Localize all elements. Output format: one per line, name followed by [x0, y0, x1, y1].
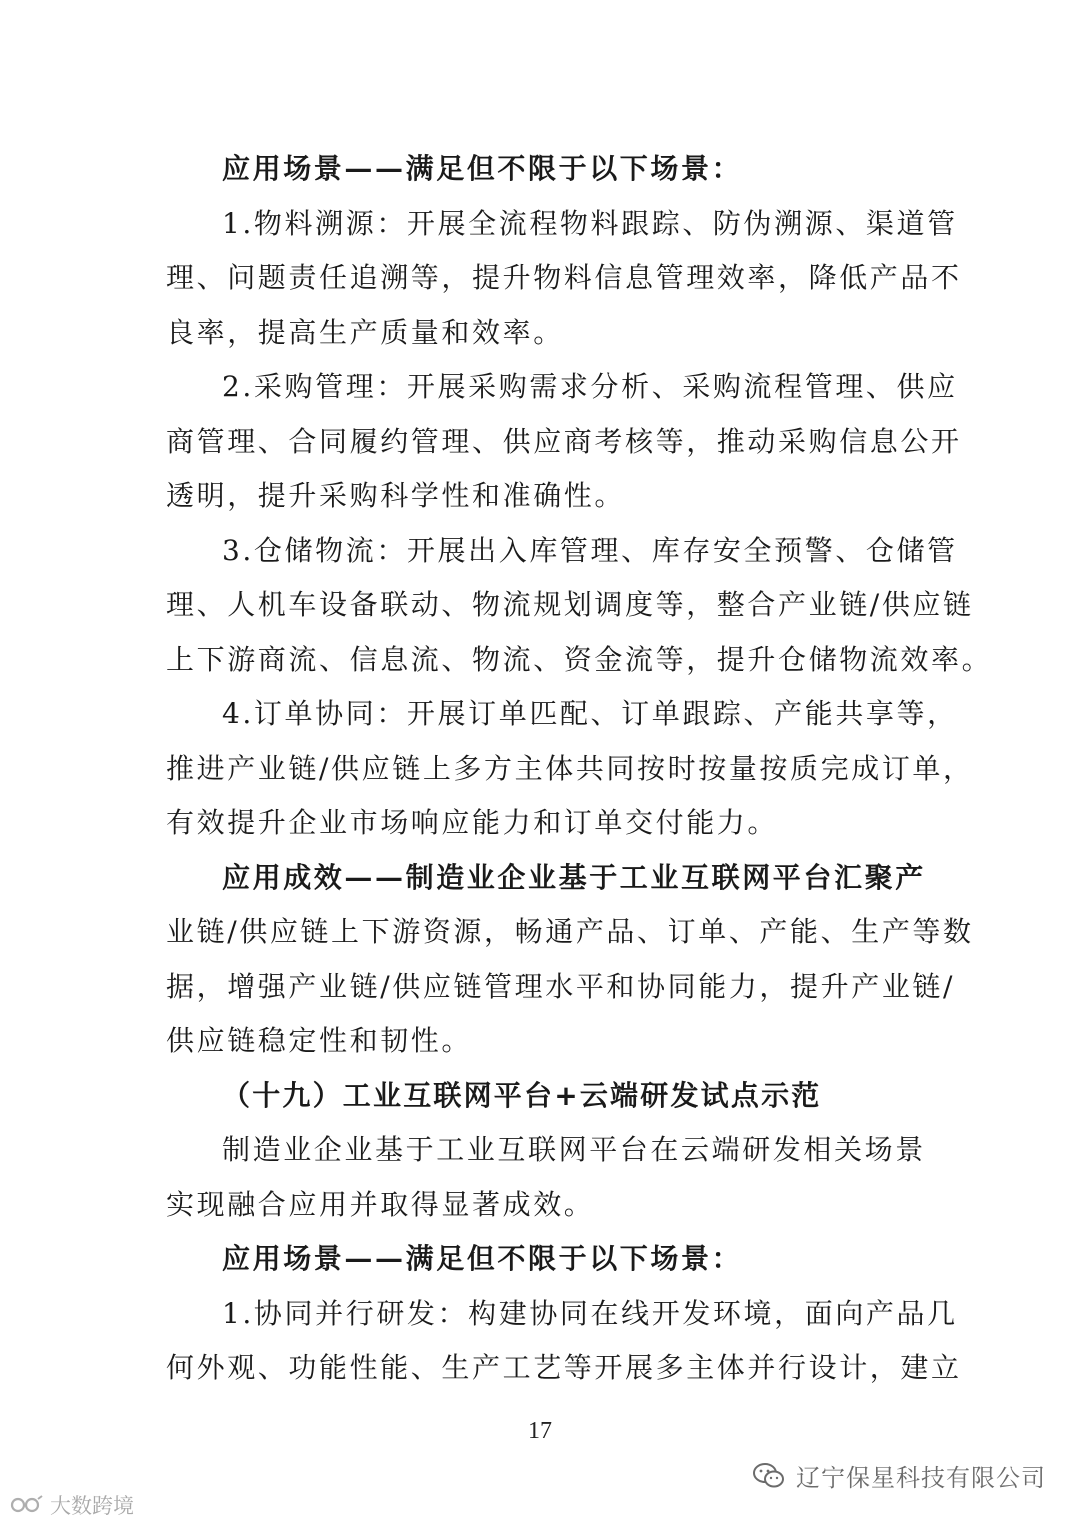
brand-watermark — [10, 1490, 134, 1520]
text-line: 供应链稳定性和韧性。 — [166, 1024, 473, 1057]
text-line: 2.采购管理：开展采购需求分析、采购流程管理、供应 — [222, 370, 958, 403]
wechat-watermark — [752, 1458, 1046, 1493]
text-line: 1.物料溯源：开展全流程物料跟踪、防伪溯源、渠道管 — [222, 206, 958, 240]
text-line: 4.订单协同：开展订单匹配、订单跟踪、产能共享等， — [222, 697, 958, 730]
text-line: 据，增强产业链/供应链管理水平和协同能力，提升产业链/ — [166, 969, 956, 1003]
text-line: 有效提升企业市场响应能力和订单交付能力。 — [166, 806, 779, 839]
section-heading: （十九）工业互联网平台+云端研发试点示范 — [222, 1078, 822, 1112]
text-line: 理、人机车设备联动、物流规划调度等，整合产业链/供应链 — [166, 588, 974, 621]
text-line: 应用场景——满足但不限于以下场景： — [222, 152, 743, 185]
page-number: 17 — [528, 1418, 552, 1444]
text-line: 业链/供应链上下游资源，畅通产品、订单、产能、生产等数 — [166, 915, 974, 948]
text-line: 1.协同并行研发：构建协同在线开发环境，面向产品几 — [222, 1296, 958, 1330]
text-line: 应用场景——满足但不限于以下场景： — [222, 1242, 743, 1275]
document-body — [166, 142, 993, 1396]
text-line: 理、问题责任追溯等，提升物料信息管理效率，降低产品不 — [166, 261, 962, 294]
text-line: 商管理、合同履约管理、供应商考核等，推动采购信息公开 — [166, 424, 962, 458]
watermark-brand-name: 大数跨境 — [50, 1494, 134, 1518]
text-line: 上下游商流、信息流、物流、资金流等，提升仓储物流效率。 — [166, 642, 993, 676]
text-line: 推进产业链/供应链上多方主体共同按时按量按质完成订单， — [166, 751, 974, 785]
text-line: 良率，提高生产质量和效率。 — [166, 315, 564, 349]
brand-logo-icon — [10, 1493, 44, 1517]
text-line: 透明，提升采购科学性和准确性。 — [166, 479, 626, 512]
text-line: 应用成效——制造业企业基于工业互联网平台汇聚产 — [222, 860, 926, 894]
text-line: 3.仓储物流：开展出入库管理、库存安全预警、仓储管 — [222, 533, 958, 567]
wechat-icon — [752, 1462, 786, 1490]
watermark-company-name: 辽宁保星科技有限公司 — [796, 1464, 1046, 1492]
text-line: 实现融合应用并取得显著成效。 — [166, 1187, 595, 1221]
text-line: 制造业企业基于工业互联网平台在云端研发相关场景 — [222, 1133, 926, 1166]
text-line: 何外观、功能性能、生产工艺等开展多主体并行设计，建立 — [166, 1351, 962, 1384]
